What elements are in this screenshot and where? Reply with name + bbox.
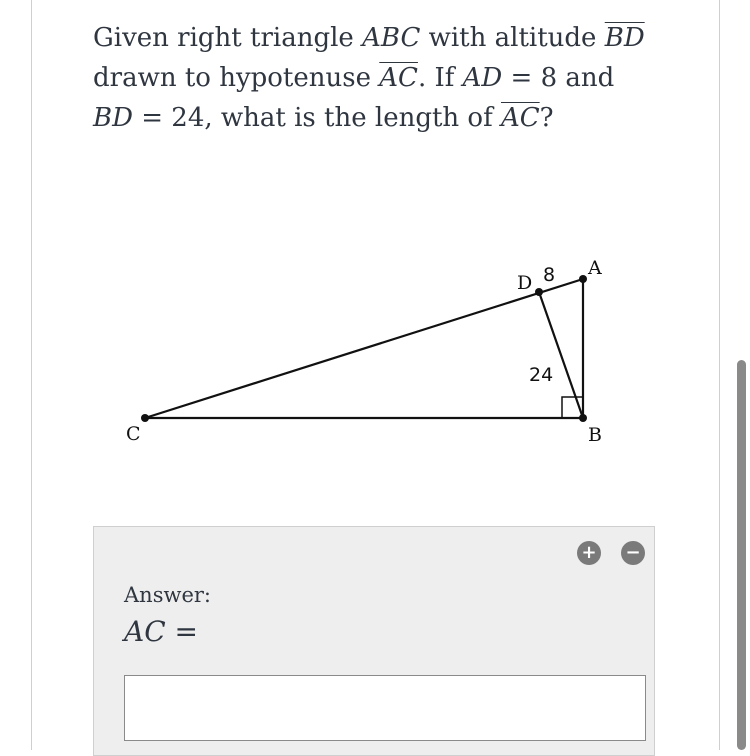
plus-circle-icon[interactable]: + bbox=[577, 541, 601, 565]
label-b: B bbox=[588, 424, 602, 446]
label-a: A bbox=[588, 257, 602, 279]
minus-circle-icon[interactable]: − bbox=[621, 541, 645, 565]
question-line-1: Given right triangle ABC with altitude $\overline{BD}$ bbox=[93, 23, 645, 53]
question-line-2: drawn to hypotenuse $\overline{AC}$. If AD = 8 and bbox=[93, 63, 615, 93]
label-c: C bbox=[126, 423, 141, 445]
answer-panel bbox=[93, 526, 655, 756]
label-d: D bbox=[517, 272, 533, 294]
point-c bbox=[141, 414, 149, 422]
point-a bbox=[579, 275, 587, 283]
answer-input[interactable] bbox=[124, 675, 646, 741]
question-line-3: BD = 24, what is the length of $\overline{AC}$? bbox=[93, 103, 554, 133]
segment-ca bbox=[145, 279, 583, 418]
label-ad-length: 8 bbox=[543, 264, 556, 286]
label-bd-length: 24 bbox=[529, 364, 554, 386]
segment-bd bbox=[539, 292, 583, 418]
point-b bbox=[579, 414, 587, 422]
answer-label: Answer: bbox=[124, 583, 211, 607]
point-d bbox=[535, 288, 543, 296]
answer-expression: AC = bbox=[124, 615, 199, 648]
